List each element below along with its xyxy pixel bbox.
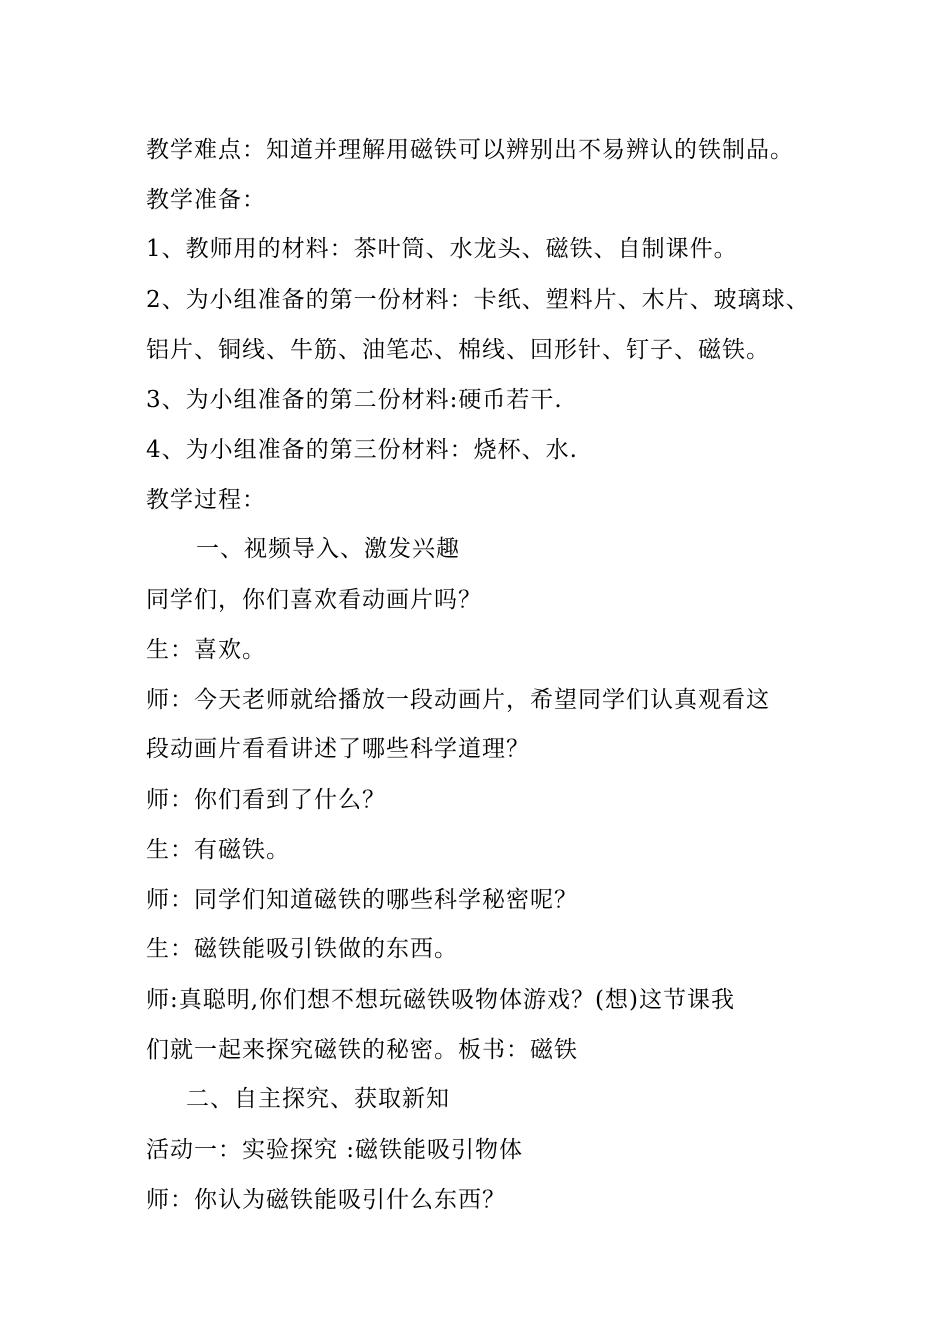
section-two-heading: 二、自主探究、获取新知 <box>186 1086 450 1112</box>
dialogue-line-continued: 们就一起来探究磁铁的秘密。板书：磁铁 <box>146 1037 578 1063</box>
dialogue-line: 生：有磁铁。 <box>146 837 290 863</box>
dialogue-line: 师：你认为磁铁能吸引什么东西？ <box>146 1187 506 1213</box>
activity-one-heading: 活动一：实验探究 :磁铁能吸引物体 <box>146 1137 524 1163</box>
dialogue-line: 师:真聪明,你们想不想玩磁铁吸物体游戏？(想)这节课我 <box>146 987 736 1013</box>
dialogue-line: 生：磁铁能吸引铁做的东西。 <box>146 936 458 962</box>
preparation-item-4: 4、为小组准备的第三份材料：烧杯、水. <box>146 437 578 463</box>
dialogue-line: 师：今天老师就给播放一段动画片，希望同学们认真观看这 <box>146 687 770 713</box>
teaching-process-heading: 教学过程： <box>146 487 266 513</box>
preparation-item-1: 1、教师用的材料：茶叶筒、水龙头、磁铁、自制课件。 <box>146 236 738 262</box>
teaching-preparation-heading: 教学准备： <box>146 187 266 213</box>
preparation-item-2-continued: 铝片、铜线、牛筋、油笔芯、棉线、回形针、钉子、磁铁。 <box>146 337 770 363</box>
dialogue-line: 生：喜欢。 <box>146 637 266 663</box>
dialogue-line-continued: 段动画片看看讲述了哪些科学道理？ <box>146 736 530 762</box>
preparation-item-3: 3、为小组准备的第二份材料:硬币若干. <box>146 387 563 413</box>
dialogue-line: 同学们，你们喜欢看动画片吗？ <box>146 587 482 613</box>
dialogue-line: 师：你们看到了什么？ <box>146 787 386 813</box>
teaching-difficulty-line: 教学难点：知道并理解用磁铁可以辨别出不易辨认的铁制品。 <box>146 137 794 163</box>
preparation-item-2: 2、为小组准备的第一份材料：卡纸、塑料片、木片、玻璃球、 <box>146 287 810 313</box>
dialogue-line: 师：同学们知道磁铁的哪些科学秘密呢？ <box>146 887 578 913</box>
section-one-heading: 一、视频导入、激发兴趣 <box>196 536 460 562</box>
